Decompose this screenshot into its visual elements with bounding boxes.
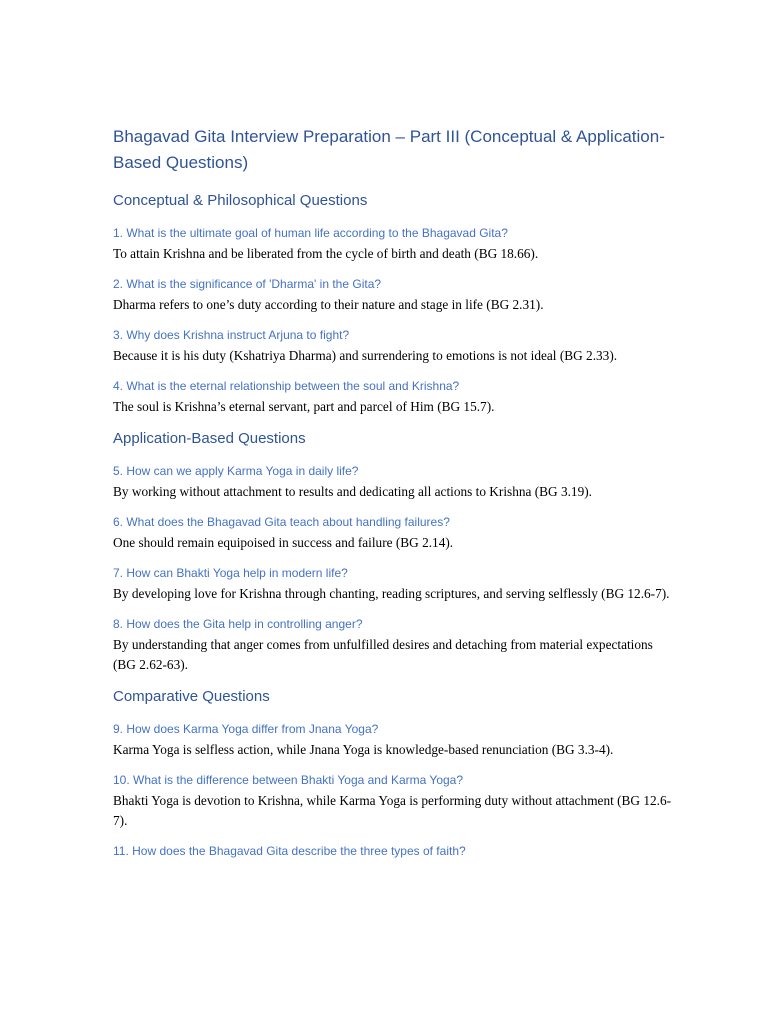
answer-text: Karma Yoga is selfless action, while Jnana Yoga is knowledge-based renunciation (BG 3.3-4). bbox=[113, 742, 614, 757]
document-body bbox=[113, 124, 673, 871]
answer-text: The soul is Krishna’s eternal servant, part and parcel of Him (BG 15.7). bbox=[113, 399, 495, 414]
qa-item bbox=[113, 463, 673, 502]
section-heading: Conceptual & Philosophical Questions bbox=[113, 192, 368, 209]
question-text: 10. What is the difference between Bhakti Yoga and Karma Yoga? bbox=[113, 773, 464, 787]
section-heading: Comparative Questions bbox=[113, 688, 270, 705]
answer-text: By working without attachment to results and dedicating all actions to Krishna (BG 3.19). bbox=[113, 484, 592, 499]
qa-item bbox=[113, 843, 673, 859]
qa-item bbox=[113, 616, 673, 675]
qa-item bbox=[113, 225, 673, 264]
question-text: 8. How does the Gita help in controlling anger? bbox=[113, 617, 363, 631]
question-text: 1. What is the ultimate goal of human life according to the Bhagavad Gita? bbox=[113, 226, 508, 240]
qa-item bbox=[113, 721, 673, 760]
question-text: 5. How can we apply Karma Yoga in daily life? bbox=[113, 464, 359, 478]
question-text: 11. How does the Bhagavad Gita describe the three types of faith? bbox=[113, 844, 466, 858]
answer-text: One should remain equipoised in success and failure (BG 2.14). bbox=[113, 535, 454, 550]
qa-item bbox=[113, 514, 673, 553]
question-text: 4. What is the eternal relationship between the soul and Krishna? bbox=[113, 379, 460, 393]
section-heading: Application-Based Questions bbox=[113, 430, 306, 447]
qa-item bbox=[113, 565, 673, 604]
answer-text: Because it is his duty (Kshatriya Dharma) and surrendering to emotions is not ideal (BG 2.33). bbox=[113, 348, 618, 363]
section-application bbox=[113, 429, 673, 675]
question-text: 3. Why does Krishna instruct Arjuna to fight? bbox=[113, 328, 350, 342]
question-text: 2. What is the significance of 'Dharma' in the Gita? bbox=[113, 277, 382, 291]
question-text: 9. How does Karma Yoga differ from Jnana Yoga? bbox=[113, 722, 379, 736]
section-conceptual bbox=[113, 191, 673, 417]
answer-text: Bhakti Yoga is devotion to Krishna, while Karma Yoga is performing duty without attachment (BG 12.6-7). bbox=[113, 793, 672, 828]
section-comparative bbox=[113, 687, 673, 859]
question-text: 7. How can Bhakti Yoga help in modern life? bbox=[113, 566, 348, 580]
answer-text: By understanding that anger comes from unfulfilled desires and detaching from material expectations (BG 2.62-63). bbox=[113, 637, 653, 672]
answer-text: To attain Krishna and be liberated from the cycle of birth and death (BG 18.66). bbox=[113, 246, 539, 261]
question-text: 6. What does the Bhagavad Gita teach about handling failures? bbox=[113, 515, 450, 529]
answer-text: Dharma refers to one’s duty according to their nature and stage in life (BG 2.31). bbox=[113, 297, 544, 312]
qa-item bbox=[113, 327, 673, 366]
answer-text: By developing love for Krishna through chanting, reading scriptures, and serving selflessly (BG 12.6-7). bbox=[113, 586, 670, 601]
qa-item bbox=[113, 772, 673, 831]
document-title: Bhagavad Gita Interview Preparation – Part III (Conceptual & Application-Based Questions) bbox=[113, 127, 665, 172]
qa-item bbox=[113, 378, 673, 417]
qa-item bbox=[113, 276, 673, 315]
